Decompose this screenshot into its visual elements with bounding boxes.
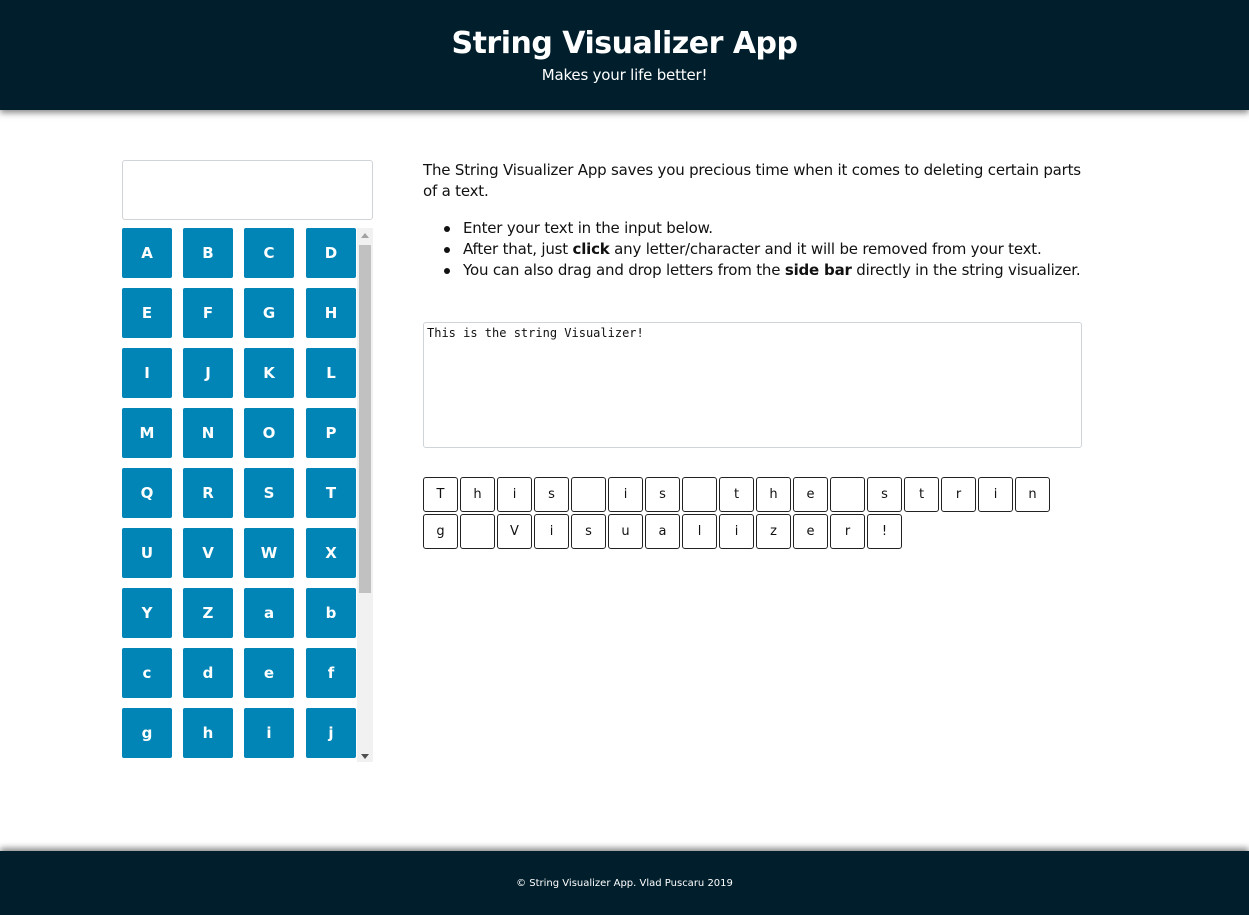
letter-tile[interactable]: N (183, 408, 233, 458)
char-box[interactable]: s (571, 514, 606, 549)
letter-tile[interactable]: D (306, 228, 356, 278)
char-box[interactable]: T (423, 477, 458, 512)
instruction-text: any letter/character and it will be removed from your text. (609, 240, 1042, 258)
letter-tile[interactable]: M (122, 408, 172, 458)
char-box[interactable]: z (756, 514, 791, 549)
letter-sidebar (122, 228, 373, 762)
char-box[interactable] (682, 477, 717, 512)
letter-tile[interactable]: F (183, 288, 233, 338)
bullet-icon (444, 268, 450, 274)
letter-tile[interactable]: H (306, 288, 356, 338)
letter-tile[interactable]: b (306, 588, 356, 638)
letter-tile[interactable]: E (122, 288, 172, 338)
char-box[interactable]: h (460, 477, 495, 512)
letter-tile[interactable]: L (306, 348, 356, 398)
sidebar-input[interactable] (122, 160, 373, 220)
letter-tile[interactable]: V (183, 528, 233, 578)
char-box[interactable]: i (719, 514, 754, 549)
letter-tile[interactable]: O (244, 408, 294, 458)
letter-tile[interactable]: a (244, 588, 294, 638)
char-box[interactable]: t (904, 477, 939, 512)
scroll-down-arrow-icon[interactable] (361, 754, 369, 759)
letter-tile[interactable]: W (244, 528, 294, 578)
copyright-text: © String Visualizer App. Vlad Puscaru 2019 (516, 878, 733, 889)
char-box[interactable]: e (793, 477, 828, 512)
letter-tile[interactable]: g (122, 708, 172, 758)
app-header (0, 0, 1249, 110)
instruction-text: directly in the string visualizer. (851, 261, 1081, 279)
sidebar-scrollbar[interactable] (357, 228, 373, 762)
letter-tile[interactable]: h (183, 708, 233, 758)
page-title: String Visualizer App (451, 26, 798, 61)
char-box[interactable]: u (608, 514, 643, 549)
letter-tile[interactable]: A (122, 228, 172, 278)
instruction-item (423, 218, 1083, 239)
char-box[interactable]: r (941, 477, 976, 512)
letter-tile[interactable]: P (306, 408, 356, 458)
letter-tile[interactable]: e (244, 648, 294, 698)
letter-tile[interactable]: Q (122, 468, 172, 518)
instruction-item (423, 260, 1083, 281)
char-box[interactable]: i (497, 477, 532, 512)
letter-tile[interactable]: Y (122, 588, 172, 638)
letter-tile[interactable]: f (306, 648, 356, 698)
letter-tile[interactable]: S (244, 468, 294, 518)
instruction-text: Enter your text in the input below. (463, 219, 713, 237)
char-box[interactable]: t (719, 477, 754, 512)
char-box[interactable]: i (978, 477, 1013, 512)
letter-tile[interactable]: c (122, 648, 172, 698)
letter-tile[interactable]: U (122, 528, 172, 578)
letter-tile[interactable]: B (183, 228, 233, 278)
bullet-icon (444, 247, 450, 253)
char-box[interactable] (460, 514, 495, 549)
char-box[interactable]: r (830, 514, 865, 549)
letter-tile[interactable]: Z (183, 588, 233, 638)
instruction-text: You can also drag and drop letters from the (463, 261, 785, 279)
char-box[interactable]: e (793, 514, 828, 549)
instruction-emphasis: side bar (784, 261, 852, 279)
letter-tile[interactable]: i (244, 708, 294, 758)
letter-tile[interactable]: I (122, 348, 172, 398)
letter-tile[interactable]: G (244, 288, 294, 338)
scroll-up-arrow-icon[interactable] (361, 233, 369, 238)
char-box[interactable] (571, 477, 606, 512)
letter-tile[interactable]: R (183, 468, 233, 518)
char-box[interactable]: ! (867, 514, 902, 549)
char-box[interactable]: V (497, 514, 532, 549)
intro-paragraph: The String Visualizer App saves you precious time when it comes to deleting certain parts of a text. (423, 161, 1081, 200)
char-box[interactable]: s (534, 477, 569, 512)
char-box[interactable]: i (534, 514, 569, 549)
letter-tile[interactable]: d (183, 648, 233, 698)
letter-tile[interactable]: X (306, 528, 356, 578)
string-input[interactable] (423, 322, 1082, 448)
char-box[interactable] (830, 477, 865, 512)
instruction-item (423, 239, 1083, 260)
letter-tile[interactable]: K (244, 348, 294, 398)
char-box[interactable]: n (1015, 477, 1050, 512)
bullet-icon (444, 226, 450, 232)
instructions-list (423, 218, 1083, 281)
app-footer (0, 851, 1249, 915)
char-box[interactable]: h (756, 477, 791, 512)
char-box[interactable]: g (423, 514, 458, 549)
char-box[interactable]: l (682, 514, 717, 549)
char-box[interactable]: s (645, 477, 680, 512)
char-box[interactable]: s (867, 477, 902, 512)
instruction-emphasis: click (572, 240, 610, 258)
letter-tile[interactable]: j (306, 708, 356, 758)
instruction-text: After that, just (463, 240, 573, 258)
char-box[interactable]: i (608, 477, 643, 512)
page-subtitle: Makes your life better! (541, 66, 708, 84)
letter-tile[interactable]: T (306, 468, 356, 518)
letter-tile[interactable]: J (183, 348, 233, 398)
char-box[interactable]: a (645, 514, 680, 549)
letter-tile[interactable]: C (244, 228, 294, 278)
scroll-thumb[interactable] (359, 245, 371, 593)
